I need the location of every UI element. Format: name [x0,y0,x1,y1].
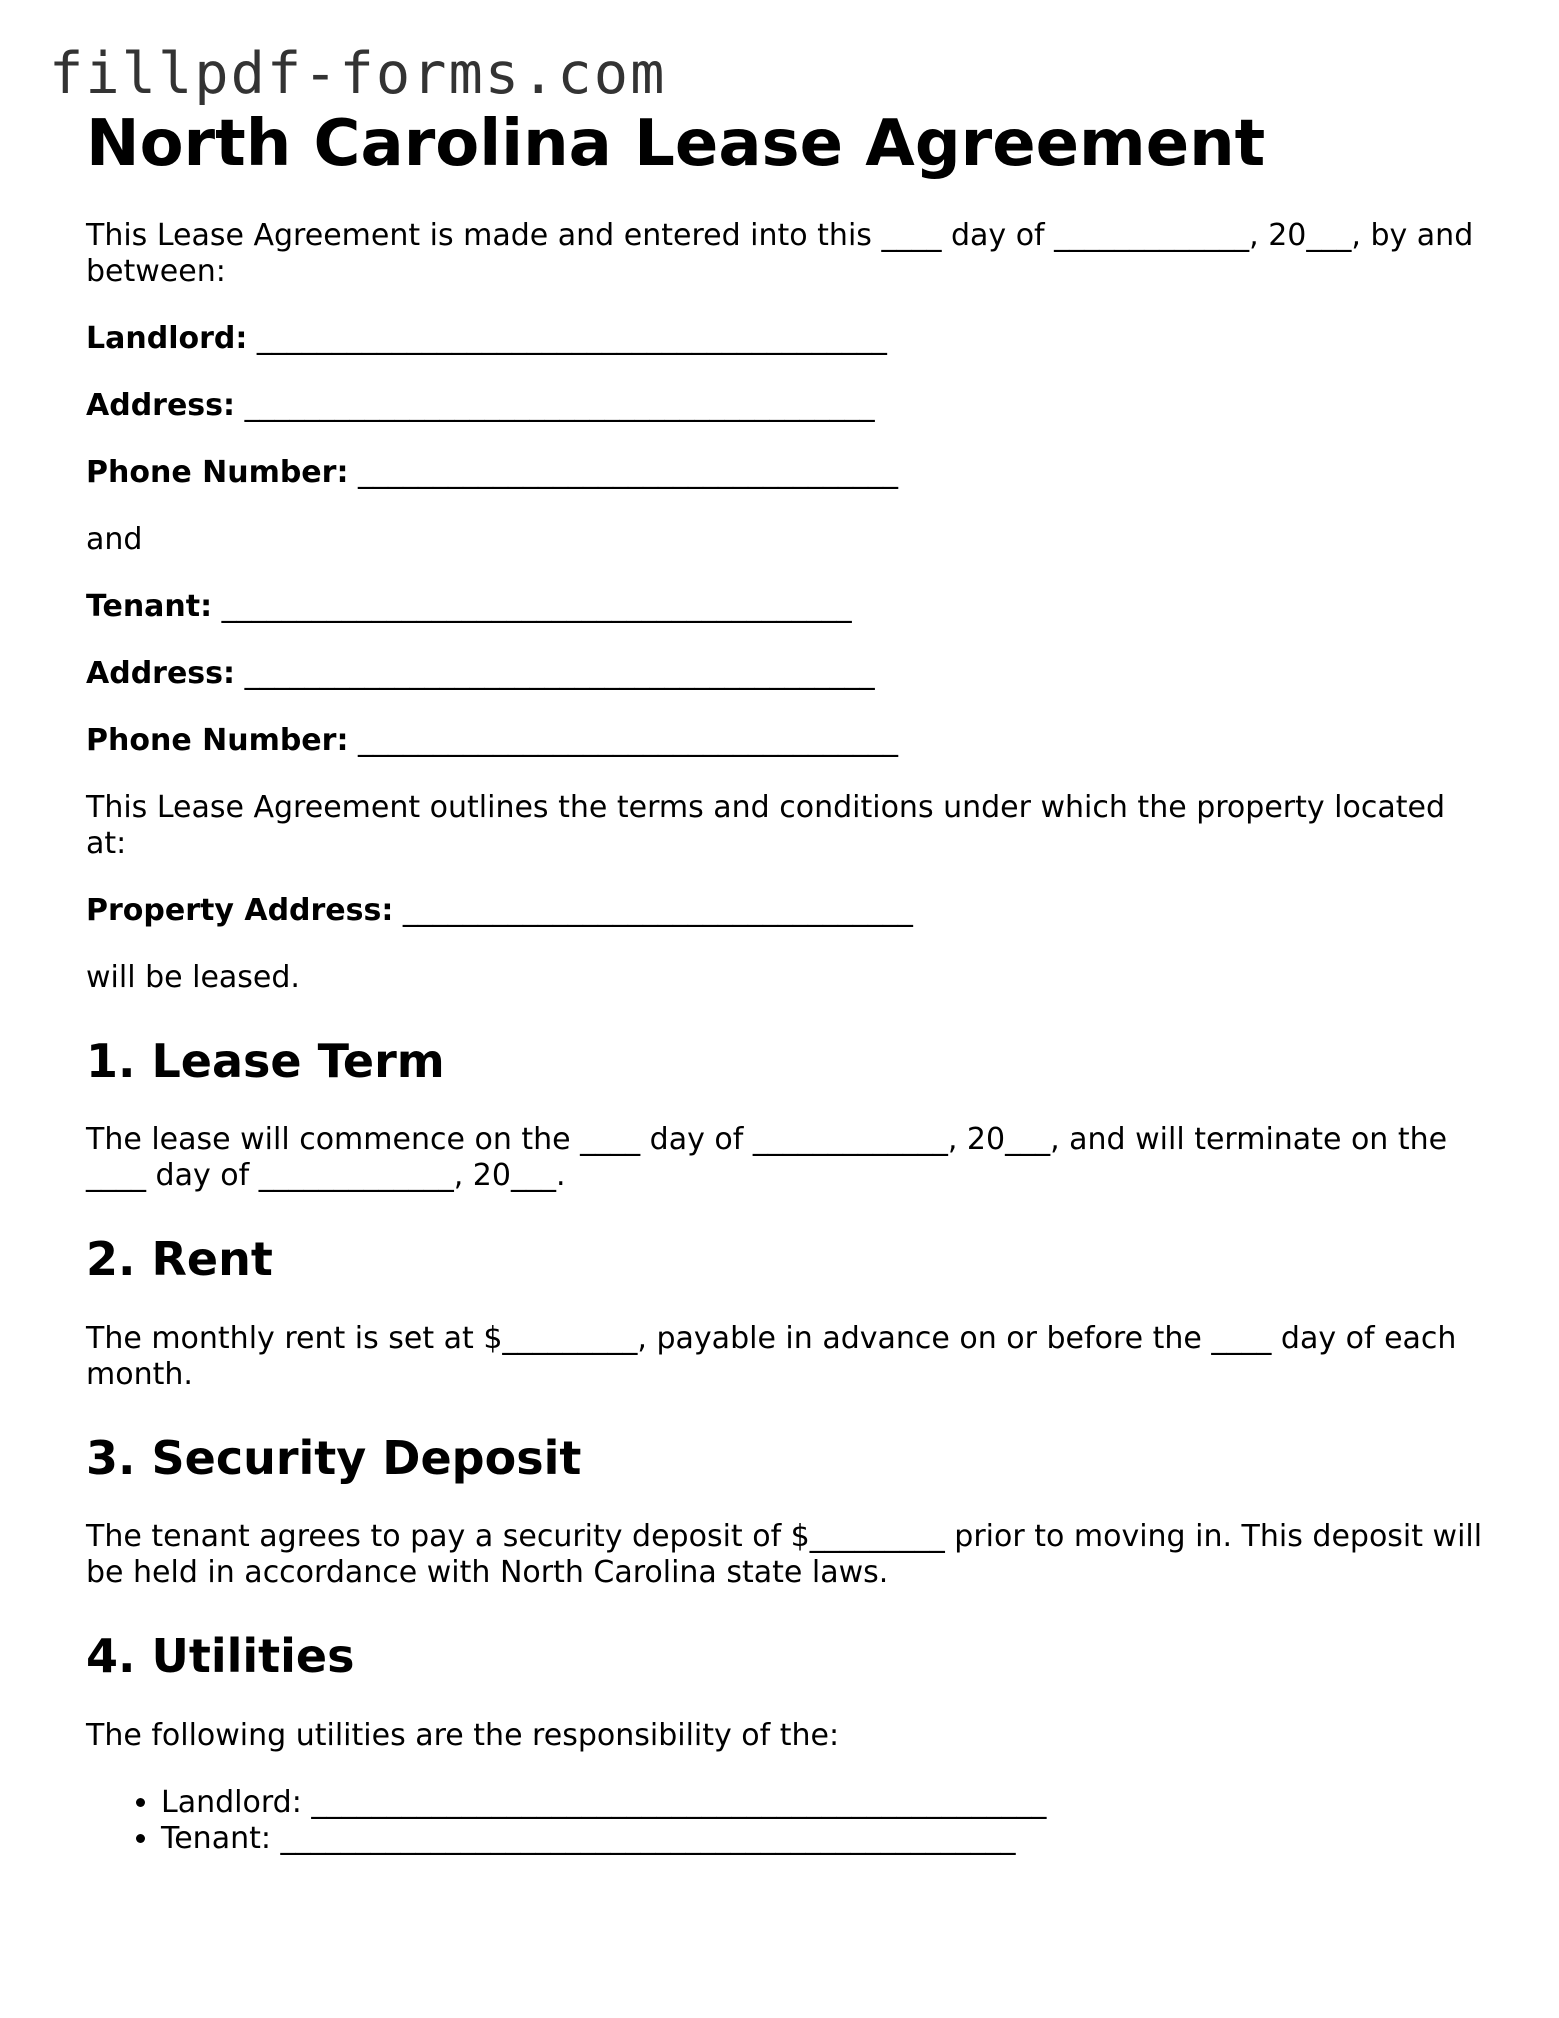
section-body-lease-term: The lease will commence on the ____ day of _____________, 20___, and will terminate on the ____ day of _____________, 20___. [86,1122,1448,1194]
landlord-address-label: Address: [86,387,236,423]
and-text: and [86,521,143,557]
document-title: North Carolina Lease Agreement [86,107,1266,181]
tenant-phone-label: Phone Number: [86,722,349,758]
landlord-name-label: Landlord: [86,320,248,356]
tenant-address-label: Address: [86,655,236,691]
landlord-phone-label: Phone Number: [86,454,349,490]
section-heading-lease-term: 1. Lease Term [86,1033,445,1088]
tenant-address-blank[interactable]: __________________________________________ [244,655,875,691]
landlord-address-blank[interactable]: __________________________________________ [244,387,875,423]
property-address-blank[interactable]: __________________________________ [402,892,913,928]
utilities-list [86,1785,1486,1857]
section-heading-security-deposit: 3. Security Deposit [86,1430,582,1485]
outline-paragraph: This Lease Agreement outlines the terms and conditions under which the property located at: [86,789,1445,861]
landlord-phone-field [86,455,1486,491]
document-page [86,108,1486,1857]
section-body-rent: The monthly rent is set at $_________, payable in advance on or before the ____ day of each month. [86,1320,1457,1392]
section-heading-utilities: 4. Utilities [86,1629,355,1684]
tenant-address-field [86,656,1486,692]
watermark: fillpdf-forms.com [49,41,667,107]
landlord-name-blank[interactable]: __________________________________________ [256,320,887,356]
tenant-name-label: Tenant: [86,588,213,624]
tenant-name-field [86,589,1486,625]
property-address-field [86,893,1486,929]
tenant-name-blank[interactable]: __________________________________________ [221,588,852,624]
utilities-landlord-item[interactable]: • Landlord: _________________________________________________ [161,1785,1486,1821]
section-heading-rent: 2. Rent [86,1232,273,1287]
tenant-phone-blank[interactable]: ____________________________________ [358,722,898,758]
landlord-phone-blank[interactable]: ____________________________________ [358,454,898,490]
landlord-address-field [86,388,1486,424]
section-body-utilities: The following utilities are the responsibility of the: [86,1717,840,1753]
section-body-security-deposit: The tenant agrees to pay a security deposit of $_________ prior to moving in. This deposit will be held in accordance with North Carolina state laws. [86,1519,1483,1591]
utilities-tenant-item[interactable]: • Tenant: _________________________________________________ [161,1821,1486,1857]
landlord-name-field [86,321,1486,357]
tenant-phone-field [86,723,1486,759]
property-address-label: Property Address: [86,892,394,928]
intro-paragraph: This Lease Agreement is made and entered into this ____ day of _____________, 20___, by and between: [86,217,1474,289]
will-be-leased-text: will be leased. [86,959,300,995]
